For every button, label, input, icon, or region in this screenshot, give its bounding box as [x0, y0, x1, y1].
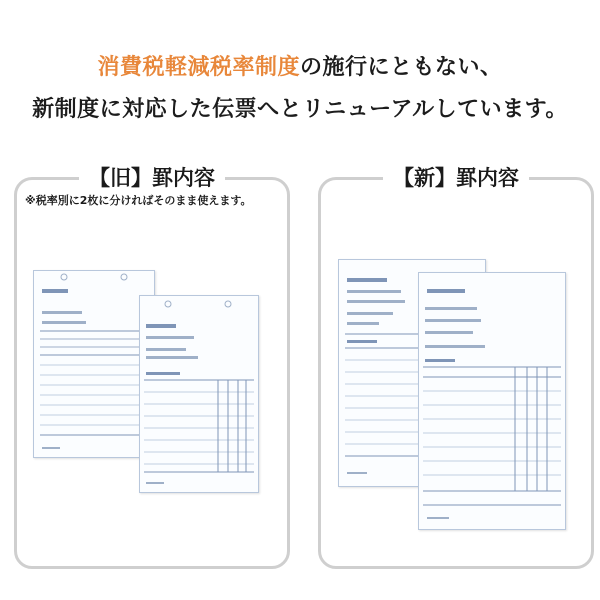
old-form-back-drawing	[34, 271, 154, 457]
headline-line-2: 新制度に対応した伝票へとリニューアルしています。	[32, 97, 568, 122]
old-form-back	[33, 270, 155, 458]
old-form-front	[139, 295, 259, 493]
new-form-front	[418, 272, 566, 530]
headline-line-1-rest: の施行にともない、	[300, 55, 503, 80]
old-card-title: 【旧】罫内容	[79, 162, 225, 192]
headline-line-1	[0, 50, 600, 81]
new-format-card	[318, 166, 594, 569]
old-form-front-drawing	[140, 296, 258, 492]
headline-accent: 消費税軽減税率制度	[97, 55, 300, 80]
old-card-note: ※税率別に2枚に分ければそのまま使えます。	[25, 194, 252, 207]
new-card-title: 【新】罫内容	[383, 162, 529, 192]
old-format-card	[14, 166, 290, 569]
new-form-front-drawing	[419, 273, 565, 529]
